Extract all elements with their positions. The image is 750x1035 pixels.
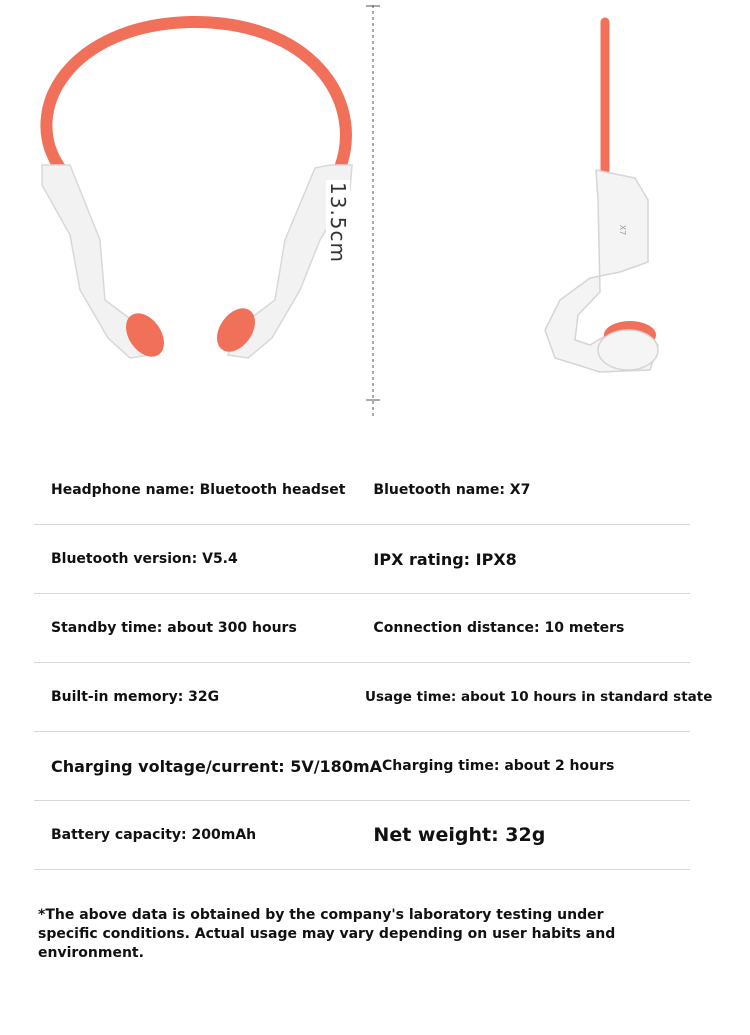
side-view-brand-text [610, 210, 630, 250]
spec-row [34, 663, 713, 732]
spec-usage-time: Usage time: about 10 hours in standard state [365, 689, 713, 705]
spec-row [34, 801, 690, 870]
dimension-label: 13.5cm [326, 182, 350, 264]
spec-built-in-memory: Built-in memory: 32G [51, 689, 220, 705]
spec-standby-time: Standby time: about 300 hours [51, 620, 297, 636]
product-images [0, 0, 750, 440]
spec-row [34, 732, 690, 801]
spec-row [34, 456, 690, 525]
footnote: *The above data is obtained by the company's laboratory testing under specific conditions. Actual usage may vary depending on user habits and environment. [38, 907, 616, 961]
spec-ipx-rating: IPX rating: IPX8 [373, 549, 517, 569]
spec-row [34, 525, 690, 594]
spec-battery-capacity: Battery capacity: 200mAh [51, 827, 257, 843]
svg-text:X7: X7 [618, 224, 627, 236]
spec-table [34, 456, 713, 870]
spec-row [34, 594, 690, 663]
spec-connection-distance: Connection distance: 10 meters [373, 620, 625, 636]
front-view-headband [46, 22, 345, 168]
spec-bluetooth-version: Bluetooth version: V5.4 [51, 551, 238, 567]
spec-net-weight: Net weight: 32g [373, 824, 546, 846]
spec-charging-time: Charging time: about 2 hours [382, 758, 615, 774]
spec-charging-voltage: Charging voltage/current: 5V/180mA [51, 756, 382, 776]
product-illustration [0, 0, 750, 440]
spec-headphone-name: Headphone name: Bluetooth headset [51, 482, 346, 498]
spec-bluetooth-name: Bluetooth name: X7 [373, 482, 531, 498]
